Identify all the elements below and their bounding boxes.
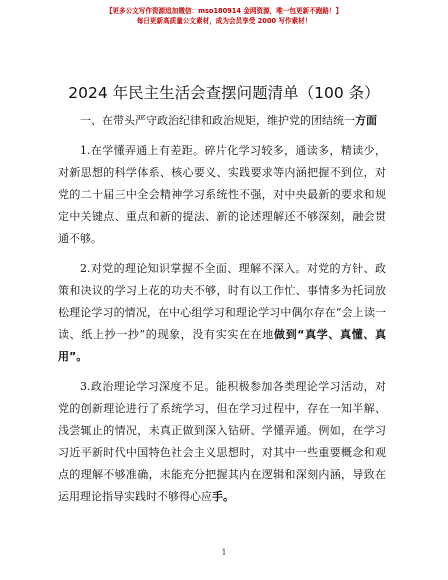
document-body	[58, 110, 386, 516]
list-item	[58, 376, 386, 508]
list-item-text: 3.政治理论学习深度不足。能积极参加各类理论学习活动，对党的创新理论进行了系统学习，但在学习过程中，存在一知半解、浅尝辄止的情况，未真正做到深入钻研、学懂弄通。例如，在学习习近平新时代中国特色社会主义思想时，对其中一些重要概念和观点的理解不够准确，未能充分把握其内在逻辑和深刻内涵，导致在运用理论指导实践时不够得心应	[58, 380, 386, 503]
section-heading-1-end: 方面	[355, 114, 377, 127]
list-item-emphasis: 手。	[212, 490, 234, 503]
list-item-emphasis: 做到“真学、真懂、真用”。	[58, 328, 386, 363]
section-heading-1-text: 一、在带头严守政治纪律和政治规矩，维护党的团结统一	[80, 114, 355, 127]
promo-banner-line-1: 【更多公文写作资源追加微信：mso180914 金网资源，唯一包更新不跑路！】	[105, 7, 343, 15]
list-item	[58, 258, 386, 368]
page-number: 1	[221, 548, 227, 557]
section-heading-1	[58, 110, 386, 132]
promo-banner-line-2: 每日更新高质量公文素材，成为会员享受 2000 写作素材！	[136, 17, 312, 25]
document-title: 2024 年民主生活会查摆问题清单（100 条）	[68, 84, 380, 102]
list-item-text: 2.对党的理论知识掌握不全面、理解不深入。对党的方针、政策和决议的学习上花的功夫不够，时有以工作忙、事情多为托词放松理论学习的情况，在中心组学习和理论学习中偶尔存在“会上读一读、纸上抄一抄”的现象，没有实实在在地	[58, 262, 386, 341]
list-item-text: 1.在学懂弄通上有差距。碎片化学习较多，通读多，精读少，对新思想的科学体系、核心要义、实践要求等内涵把握不到位，对党的二十届三中全会精神学习系统性不强，对中央最新的要求和规定中关键点、重点和新的提法、新的论述理解还不够深刻，融会贯通不够。	[58, 144, 386, 245]
promo-banner	[0, 6, 448, 26]
list-item	[58, 140, 386, 250]
